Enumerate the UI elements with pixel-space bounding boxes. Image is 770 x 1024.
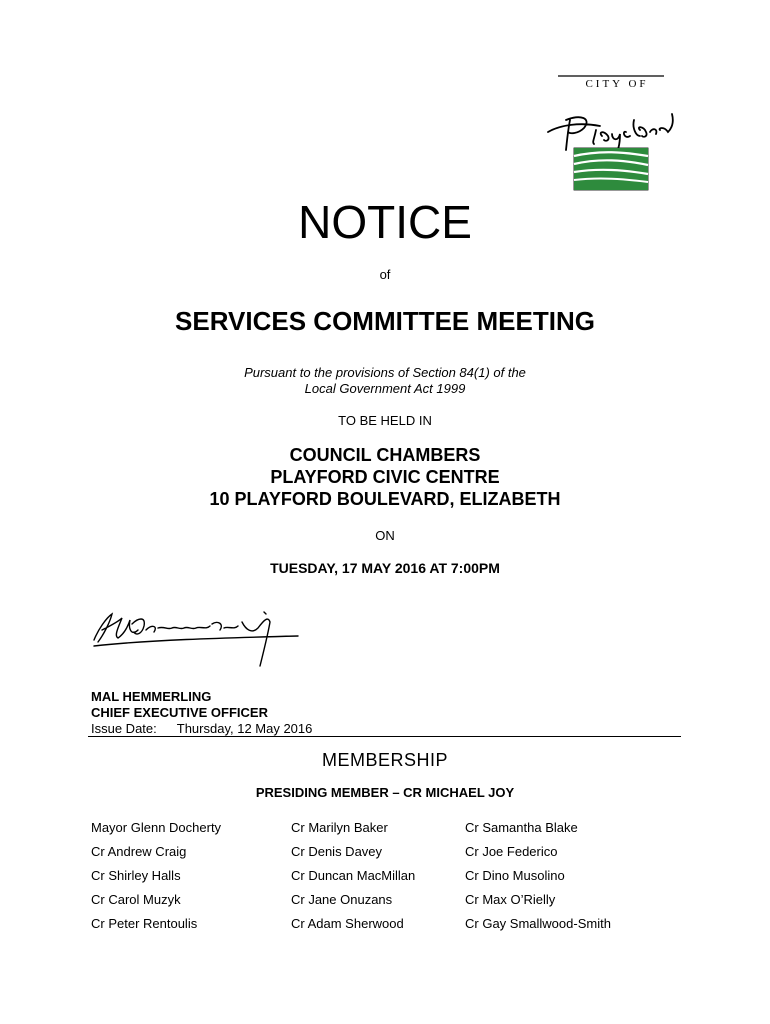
to-be-held-text: TO BE HELD IN <box>338 413 432 428</box>
member-row <box>91 887 691 911</box>
member-name: Cr Adam Sherwood <box>291 915 404 931</box>
venue-block <box>0 444 770 510</box>
pursuant-line-2: Local Government Act 1999 <box>304 381 466 396</box>
issue-date-line <box>91 721 312 736</box>
member-name: Cr Shirley Halls <box>91 867 181 883</box>
issue-date-label: Issue Date: <box>91 721 157 736</box>
meeting-title: SERVICES COMMITTEE MEETING <box>175 306 595 336</box>
member-row <box>91 839 691 863</box>
member-name: Cr Dino Musolino <box>465 867 565 883</box>
venue-line-1: COUNCIL CHAMBERS <box>289 445 481 465</box>
membership-heading: MEMBERSHIP <box>321 750 449 770</box>
divider-line <box>88 736 681 737</box>
of-text: of <box>379 267 391 282</box>
member-name: Cr Max O’Rielly <box>465 891 556 907</box>
member-name: Cr Peter Rentoulis <box>91 915 198 931</box>
member-name: Cr Jane Onuzans <box>291 891 393 907</box>
on-text: ON <box>375 528 395 543</box>
member-row <box>91 911 691 935</box>
venue-line-2: PLAYFORD CIVIC CENTRE <box>270 467 500 487</box>
member-row <box>91 863 691 887</box>
meeting-date: TUESDAY, 17 MAY 2016 AT 7:00PM <box>270 560 500 576</box>
pursuant-text <box>0 365 770 397</box>
member-name: Cr Marilyn Baker <box>291 819 388 835</box>
signer-title: CHIEF EXECUTIVE OFFICER <box>91 705 268 720</box>
member-name: Cr Joe Federico <box>465 843 558 859</box>
presiding-member: PRESIDING MEMBER – CR MICHAEL JOY <box>255 785 515 800</box>
signer-block <box>91 689 268 721</box>
members-table <box>91 815 691 935</box>
member-name: Cr Duncan MacMillan <box>291 867 416 883</box>
issue-date-value: Thursday, 12 May 2016 <box>176 721 313 736</box>
pursuant-line-1: Pursuant to the provisions of Section 84(1) of the <box>244 365 526 380</box>
member-name: Cr Denis Davey <box>291 843 383 859</box>
member-name: Mayor Glenn Docherty <box>91 819 222 835</box>
signature-image <box>88 600 308 675</box>
notice-title: NOTICE <box>298 196 472 248</box>
member-name: Cr Gay Smallwood-Smith <box>465 915 611 931</box>
venue-line-3: 10 PLAYFORD BOULEVARD, ELIZABETH <box>209 489 561 509</box>
member-name: Cr Andrew Craig <box>91 843 187 859</box>
signer-name: MAL HEMMERLING <box>91 689 212 704</box>
city-of-playford-logo <box>540 70 680 195</box>
member-name: Cr Samantha Blake <box>465 819 578 835</box>
member-row <box>91 815 691 839</box>
logo-city-of-text: CITY OF <box>585 78 649 90</box>
member-name: Cr Carol Muzyk <box>91 891 181 907</box>
